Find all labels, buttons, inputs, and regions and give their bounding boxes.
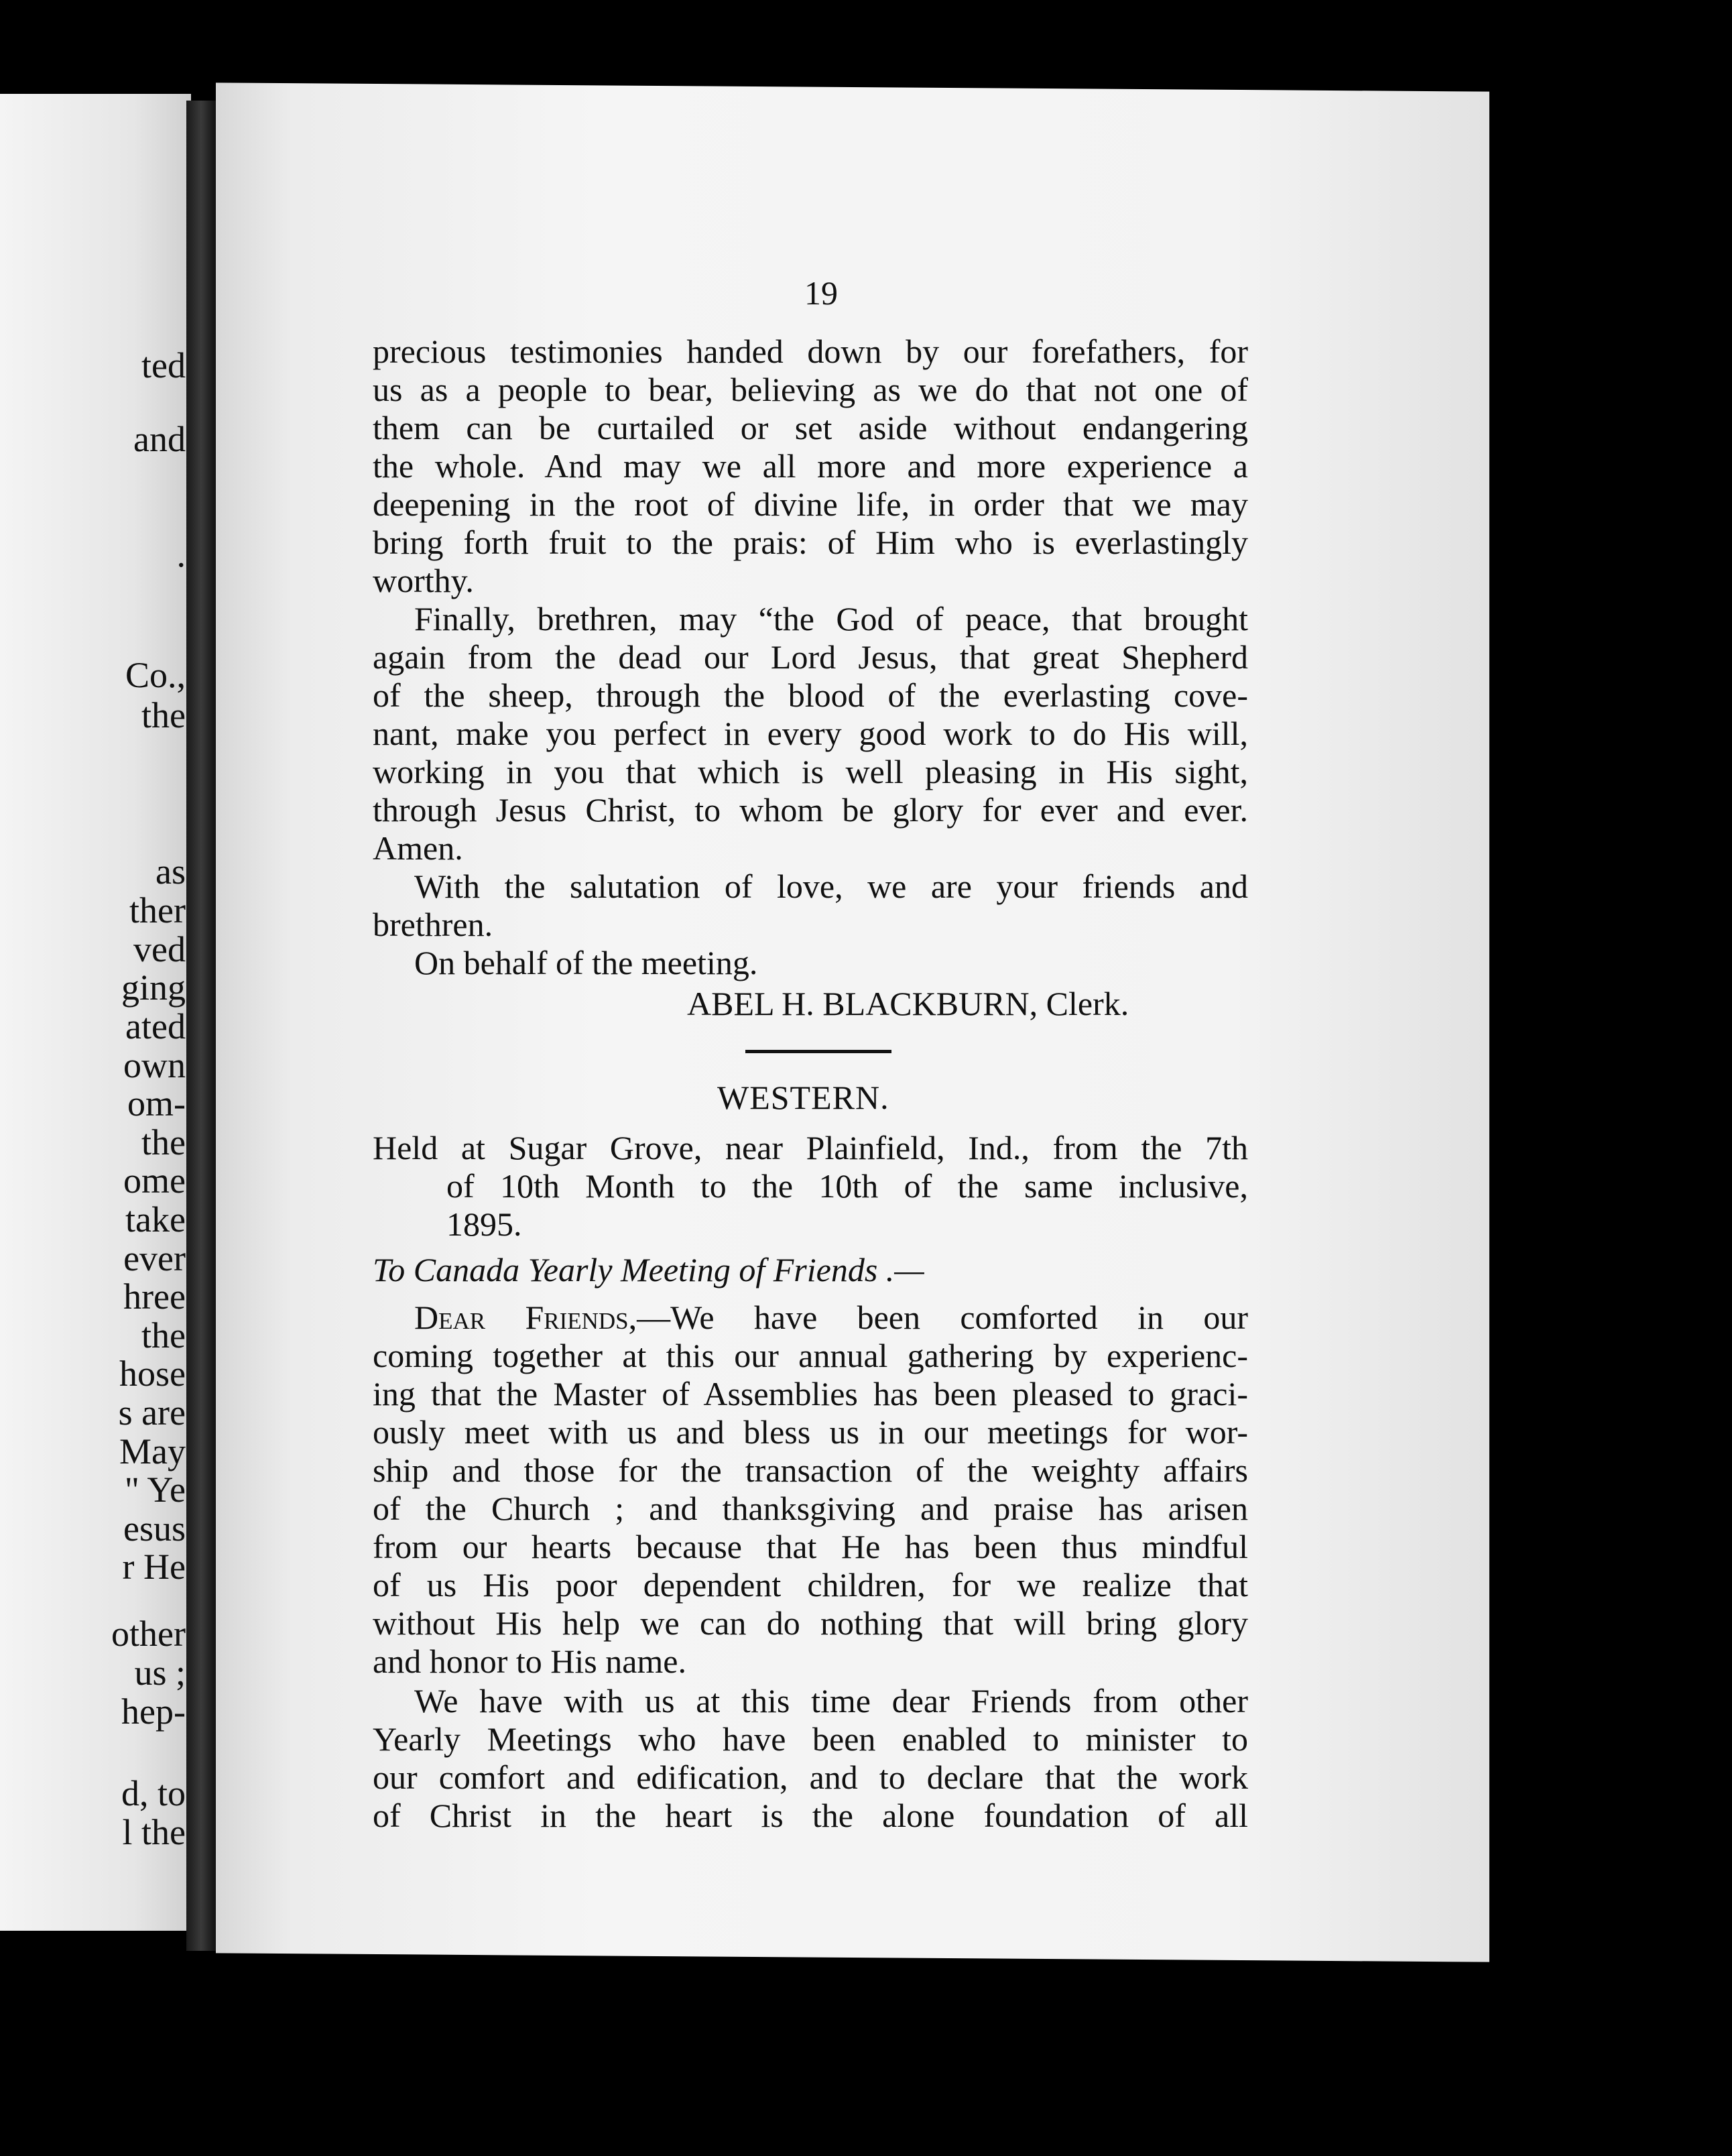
text-line: We have with us at this time dear Friends from other (414, 1682, 1248, 1720)
text-line: the whole. And may we all more and more experience a (373, 447, 1248, 485)
text-line: To Canada Yearly Meeting of Friends .— (373, 1251, 924, 1289)
text-line: 1895. (446, 1205, 522, 1243)
address-line (373, 1251, 1248, 1289)
paragraph-testimonies (373, 333, 1248, 600)
text-line: nant, make you perfect in every good work to do His will, (373, 715, 1248, 752)
left-page-fragment: s are (118, 1392, 186, 1433)
text-line: without His help we can do nothing that will bring glory (373, 1604, 1248, 1642)
left-page-fragment: take (125, 1199, 186, 1240)
left-page-fragment: hose (119, 1354, 186, 1394)
left-page-fragment: ved (133, 929, 186, 969)
left-page-fragment: ever (123, 1238, 186, 1278)
text-line: ously meet with us and bless us in our meetings for wor- (373, 1413, 1248, 1451)
text-line: again from the dead our Lord Jesus, that great Shepherd (373, 638, 1248, 676)
text-line: With the salutation of love, we are your friends and (414, 867, 1248, 905)
text-line: brethren. (373, 906, 493, 943)
text-line: worthy. (373, 562, 474, 599)
left-page-fragment: Co., (125, 655, 186, 695)
left-page-fragment: r He (122, 1547, 186, 1587)
left-page-fragment: us ; (134, 1653, 186, 1693)
left-page-fragment: ted (141, 345, 186, 385)
text-line: Yearly Meetings who have been enabled to minister to (373, 1720, 1248, 1758)
text-line: deepening in the root of divine life, in order that we may (373, 485, 1248, 523)
paragraph-dear-friends (373, 1299, 1248, 1681)
left-page-fragment: the (141, 1315, 186, 1356)
text-line: bring forth fruit to the prais: of Him who is everlastingly (373, 524, 1248, 561)
text-line: from our hearts because that He has been thus mindful (373, 1528, 1248, 1565)
text-line (373, 1299, 1248, 1337)
left-page-fragment: other (111, 1614, 186, 1654)
signature-line: ABEL H. BLACKBURN, Clerk. (687, 985, 1129, 1022)
left-page-fragment: ging (121, 967, 186, 1008)
text-line: of the sheep, through the blood of the everlasting cove- (373, 676, 1248, 714)
left-page-fragment: l the (122, 1812, 186, 1852)
left-page-fragment: " Ye (124, 1470, 186, 1510)
left-page-fragment: ome (123, 1160, 186, 1201)
left-page-edge (0, 94, 191, 1931)
left-page-fragment: as (156, 851, 186, 892)
left-page-fragment: hree (123, 1276, 186, 1317)
salutation: Dear Friends, (414, 1299, 637, 1336)
book-spine (186, 101, 216, 1951)
left-page-fragment: the (141, 1122, 186, 1162)
line-remainder: —We have been comforted in our (637, 1299, 1248, 1336)
text-line: our comfort and edification, and to declare that the work (373, 1758, 1248, 1796)
left-page-fragment: own (123, 1045, 186, 1085)
text-line: of Christ in the heart is the alone foundation of all (373, 1797, 1248, 1834)
text-line: of us His poor dependent children, for we realize that (373, 1566, 1248, 1604)
text-line: ing that the Master of Assemblies has been pleased to graci- (373, 1375, 1248, 1413)
text-line: precious testimonies handed down by our forefathers, for (373, 333, 1248, 370)
left-page-fragment: May (119, 1431, 186, 1472)
left-page-fragment: the (141, 695, 186, 735)
text-line: working in you that which is well pleasing in His sight, (373, 753, 1248, 790)
text-line: through Jesus Christ, to whom be glory for ever and ever. (373, 791, 1248, 829)
paragraph-benediction (373, 600, 1248, 867)
left-page-fragment: ther (129, 890, 186, 931)
text-line: us as a people to bear, believing as we do that not one of (373, 371, 1248, 408)
text-line: and honor to His name. (373, 1642, 686, 1680)
text-line: Amen. (373, 829, 463, 867)
text-line: of the Church ; and thanksgiving and praise has arisen (373, 1490, 1248, 1527)
left-page-fragment: d, to (121, 1773, 186, 1813)
paragraph-visitors (373, 1682, 1248, 1835)
text-line: coming together at this our annual gathering by experienc- (373, 1337, 1248, 1374)
left-page-fragment: esus (123, 1508, 186, 1549)
text-line: Held at Sugar Grove, near Plainfield, Ind., from the 7th (373, 1129, 1248, 1166)
text-line: them can be curtailed or set aside without endangering (373, 409, 1248, 446)
text-line: of 10th Month to the 10th of the same inclusive, (446, 1167, 1248, 1205)
paragraph-held-at (373, 1129, 1248, 1244)
left-page-fragment: ated (125, 1006, 186, 1046)
section-divider (745, 1050, 891, 1053)
text-line: Finally, brethren, may “the God of peace, that brought (414, 600, 1248, 638)
text-line: ship and those for the transaction of the weighty affairs (373, 1451, 1248, 1489)
left-page-fragment: hep- (121, 1691, 186, 1732)
page-number: 19 (804, 274, 838, 312)
left-page-fragment: . (176, 534, 186, 575)
left-page-fragment: and (133, 419, 186, 459)
section-heading: WESTERN. (717, 1079, 889, 1116)
left-page-fragment: om- (127, 1083, 186, 1124)
text-line: On behalf of the meeting. (414, 944, 758, 981)
paragraph-salutation (373, 867, 1248, 982)
